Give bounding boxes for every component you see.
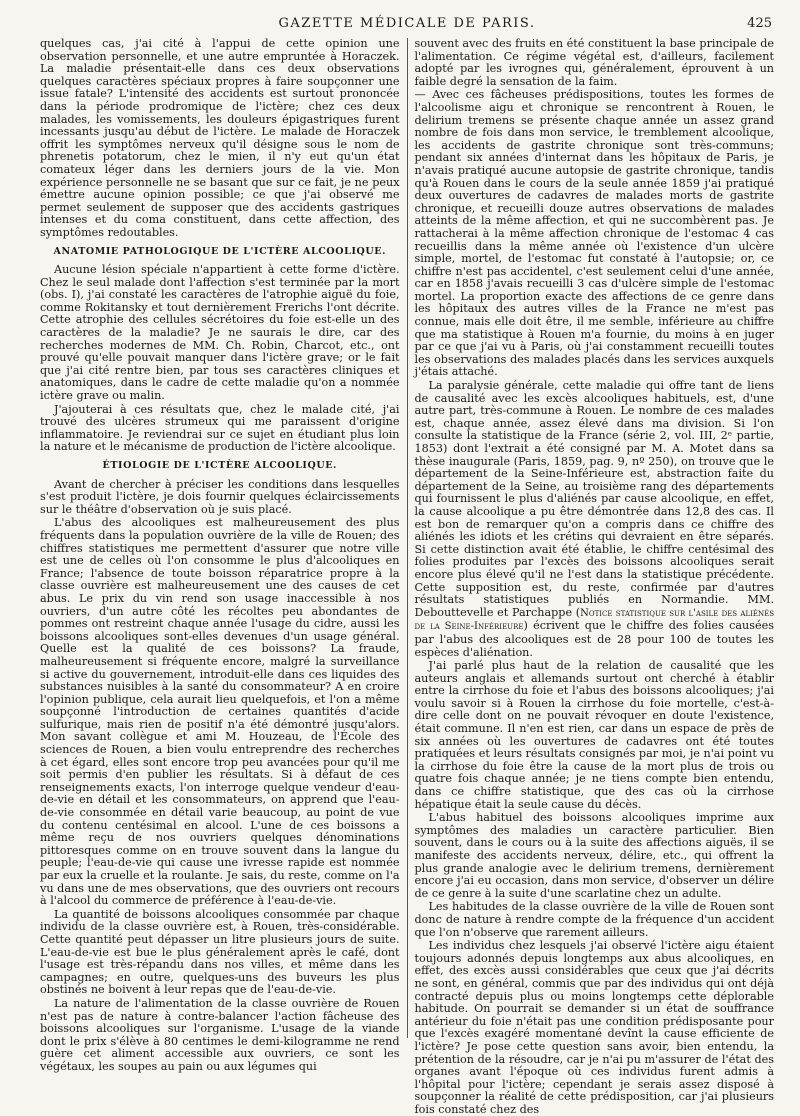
journal-title: GAZETTE MÉDICALE DE PARIS. (278, 16, 536, 31)
paragraph: L'abus habituel des boissons alcooliques imprime aux symptômes des maladies un caractère particulier. Bien souvent, dans le cours ou à la suite des affections aiguës, il se manifeste des accidents nerveux, délire, etc., qui offrent la plus grande analogie avec le delirium tremens, dernièrement encore j'ai eu occasion, dans mon service, d'observer un délire de ce genre à la suite d'une scarlatine chez un adulte. (414, 811, 774, 900)
paragraph: J'ai parlé plus haut de la relation de causalité que les auteurs anglais et allemands surtout ont cherché à établir entre la cirrhose du foie et l'abus des boissons alcooliques; j'ai voulu savoir si à Rouen la cirrhose du foie mortelle, c'est-à-dire celle dont on ne pouvait révoquer en doute l'existence, était commune. Il n'en est rien, car dans un espace de près de six années où les ouvertures de cadavres ont été toutes pratiquées et leurs résultats consignés par moi, je n'ai point vu la cirrhose du foie être la cause de la mort plus de trois ou quatre fois chaque année; je ne tiens compte bien entendu, dans ce chiffre statistique, que des cas où la cirrhose hépatique était la seule cause du décès. (414, 659, 774, 811)
paragraph-text: ) écrivent que le chiffre des folies causées par l'abus des alcooliques est de 28 pour 100 de toutes les espèces d'aliénation. (414, 619, 774, 659)
right-column (414, 37, 774, 1116)
notice-title: Notice statistique sur l'asile des aliénés de la Seine-Inférieure (414, 607, 774, 633)
paragraph: quelques cas, j'ai cité à l'appui de cette opinion une observation personnelle, et une autre empruntée à Horaczek. La maladie présentait-elle dans ces deux observations quelques caractères spéciaux propres à faire soupçonner une issue fatale? L'intensité des accidents est surtout prononcée dans la période prodromique de l'ictère; chez ces deux malades, les vomissements, les douleurs épigastriques furent incessants jusqu'au début de l'ictère. Le malade de Horaczek offrit les symptômes nerveux qu'il désigne sous le nom de phrenetis potatorum, chez le mien, il n'y eut qu'un état comateux léger dans les derniers jours de la vie. Mon expérience personnelle ne se basant que sur ce fait, je ne peux émettre aucune opinion possible; ce que j'ai observé me permet seulement de supposer que des accidents gastriques intenses et du coma constituent, dans cette affection, des symptômes redoutables. (40, 37, 400, 239)
paragraph: Aucune lésion spéciale n'appartient à cette forme d'ictère. Chez le seul malade dont l'affection s'est terminée par la mort (obs. I), j'ai constaté les caractères de l'atrophie aiguë du foie, comme Rokitansky et tout dernièrement Frerichs l'ont décrite. Cette atrophie des cellules sécrétoires du foie est-elle un des caractères de la maladie? Je ne saurais le dire, car des recherches modernes de MM. Ch. Robin, Charcot, etc., ont prouvé qu'elle pouvait manquer dans l'ictère grave; or le fait que j'ai cité rentre bien, par tous ses caractères cliniques et anatomiques, dans le cadre de cette maladie qu'on a nommée ictère grave ou malin. (40, 263, 400, 403)
paragraph: souvent avec des fruits en été constituent la base principale de l'alimentation. Ce régime végétal est, d'ailleurs, facilement adopté par les ivrognes qui, généralement, éprouvent à un faible degré la sensation de la faim. (414, 37, 774, 88)
left-column (40, 37, 400, 1073)
paragraph: Avant de chercher à préciser les conditions dans lesquelles s'est produit l'ictère, je dois fournir quelques éclaircissements sur le théâtre d'observation où je suis placé. (40, 477, 400, 516)
paragraph: L'abus des alcooliques est malheureusement des plus fréquents dans la population ouvrière de la ville de Rouen; des chiffres statistiques me permettent d'assurer que notre ville est une de celles où l'on consomme le plus d'alcooliques en France; l'absence de toute boisson réparatrice propre à la classe ouvrière est malheureusement une des causes de cet abus. Le prix du vin rend son usage inaccessible à nos ouvriers, d'un autre côté les récoltes peu abondantes de pommes ont restreint chaque année l'usage du cidre, aussi les boissons alcooliques sont-elles devenues d'un usage général. Quelle est la qualité de ces boissons? La fraude, malheureusement si fréquente encore, malgré la surveillance si active du gouvernement, introduit-elle dans ces liquides des substances nuisibles à la santé du consommateur? A en croire l'opinion publique, cela aurait lieu quelquefois, et l'on a même soupçonné l'introduction de certaines quantités d'acide sulfurique, mais rien de positif n'a été démontré jusqu'alors. Mon savant collègue et ami M. Houzeau, de l'École des sciences de Rouen, a bien voulu entreprendre des recherches à cet égard, elles sont encore trop peu avancées pour qu'il me soit permis d'en publier les résultats. Si à défaut de ces renseignements exacts, l'on interroge quelque vendeur d'eau-de-vie en détail et les consommateurs, on apprend que l'eau-de-vie consommée en détail varie beaucoup, au point de vue du contenu centésimal en alcool. L'une de ces boissons a même reçu de nos ouvriers quelques dénominations pittoresques comme on en trouve souvent dans la langue du peuple; l'eau-de-vie qui cause une ivresse rapide est nommée par eux la cruelle et la roulante. Je sais, du reste, comme on l'a vu dans une de mes observations, que des ouvriers ont recours à l'alcool du commerce de préférence à l'eau-de-vie. (40, 516, 400, 908)
page-number: 425 (747, 16, 772, 31)
section-heading: ANATOMIE PATHOLOGIQUE DE L'ICTÈRE ALCOOLIQUE. (53, 245, 387, 257)
two-column-body (40, 37, 774, 1116)
paragraph (414, 380, 774, 659)
paragraph: Les individus chez lesquels j'ai observé l'ictère aigu étaient toujours adonnés depuis longtemps aux abus alcooliques, en effet, des excès aussi considérables que ceux que j'ai décrits ne sont, en général, commis que par des individus qui ont déjà contracté depuis plus ou moins longtemps cette déplorable habitude. On pourrait se demander si un état de souffrance antérieur du foie n'était pas une condition prédisposante pour que l'excès exagéré momentané devînt la cause efficiente de l'ictère? Je pose cette question sans avoir, bien entendu, la prétention de la résoudre, car je n'ai pu m'assurer de l'état des organes avant l'époque où ces individus furent admis à l'hôpital pour l'ictère; cependant je serais assez disposé à soupçonner la réalité de cette prédisposition, car j'ai plusieurs fois constaté chez des (414, 939, 774, 1116)
section-heading: ÉTIOLOGIE DE L'ICTÈRE ALCOOLIQUE. (102, 460, 337, 471)
paragraph: Les habitudes de la classe ouvrière de la ville de Rouen sont donc de nature à rendre compte de la fréquence d'un accident que l'on n'observe que rarement ailleurs. (414, 900, 774, 939)
paragraph: La quantité de boissons alcooliques consommée par chaque individu de la classe ouvrière est, à Rouen, très-considérable. Cette quantité peut dépasser un litre plusieurs jours de suite. L'eau-de-vie est bue le plus généralement après le café, dont l'usage est très-répandu dans nos villes, et même dans les campagnes; en outre, quelques-uns des buveurs les plus obstinés ne boivent à leur repas que de l'eau-de-vie. (40, 907, 400, 997)
paragraph: La nature de l'alimentation de la classe ouvrière de Rouen n'est pas de nature à contre-balancer l'action fâcheuse des boissons alcooliques sur l'organisme. L'usage de la viande dont le prix s'élève à 80 centimes le demi-kilogramme ne rend guère cet aliment accessible aux ouvriers, ce sont les végétaux, les soupes au pain ou aux légumes qui (40, 996, 400, 1073)
column-divider (407, 38, 408, 1038)
paragraph: J'ajouterai à ces résultats que, chez le malade cité, j'ai trouvé des ulcères strumeux qui me paraissent d'origine inflammatoire. Je reviendrai sur ce sujet en étudiant plus loin la nature et le mécanisme de production de l'ictère alcoolique. (40, 402, 400, 454)
paragraph-text: La paralysie générale, cette maladie qui offre tant de liens de causalité avec les excès alcooliques habituels, est, d'une autre part, très-commune à Rouen. Le nombre de ces malades est, chaque année, assez élevé dans ma division. Si l'on consulte la statistique de la France (série 2, vol. III, 2ᵉ partie, 1853) dont l'extrait a été consigné par M. A. Motet dans sa thèse inaugurale (Paris, 1859, pag. 9, nº 250), on trouve que le département de la Seine-Inférieure est, abstraction faite du département de la Seine, au troisième rang des départements qui fournissent le plus d'aliénés par cause alcoolique, en effet, la cause alcoolique a pu être démontrée dans 12,8 des cas. Il est bon de remarquer qu'on a compris dans ce chiffre des aliénés les idiots et les crétins qui devraient en être séparés. Si cette distinction avait été établie, le chiffre centésimal des folies produites par l'excès des boissons alcooliques serait encore plus élevé qu'il ne l'est dans la statistique précédente. Cette supposition est, du reste, confirmée par d'autres résultats statistiques publiés en Normandie. MM. Debouttevelle et Parchappe ( (414, 379, 774, 619)
page-header (40, 10, 774, 38)
paragraph: — Avec ces fâcheuses prédispositions, toutes les formes de l'alcoolisme aigu et chronique se rencontrent à Rouen, le delirium tremens se présente chaque année un assez grand nombre de fois dans mon service, le tremblement alcoolique, les accidents de gastrite chronique sont très-communs; pendant six années d'internat dans les hôpitaux de Paris, je n'avais pratiqué aucune autopsie de gastrite chronique, tandis qu'à Rouen dans le cours de la seule année 1859 j'ai pratiqué deux ouvertures de cadavres de malades morts de gastrite chronique, et recueilli douze autres observations de malades atteints de la même affection, et qui ne succombèrent pas. Je rattacherai à la même affection chronique de l'estomac 4 cas recueillis dans la même année où l'existence d'un ulcère simple, mortel, de l'estomac fut constaté à l'autopsie; or, ce chiffre n'est pas accidentel, c'est seulement celui d'une année, car en 1858 j'avais recueilli 3 cas d'ulcère simple de l'estomac mortel. La proportion exacte des affections de ce genre dans les hôpitaux des autres villes de la France ne m'est pas connue, mais elle doit être, il me semble, inférieure au chiffre que ma statistique à Rouen m'a fournie, du moins à en juger par ce que j'ai vu à Paris, où j'ai constamment recueilli toutes les observations des malades placés dans les services auxquels j'étais attaché. (414, 88, 774, 379)
